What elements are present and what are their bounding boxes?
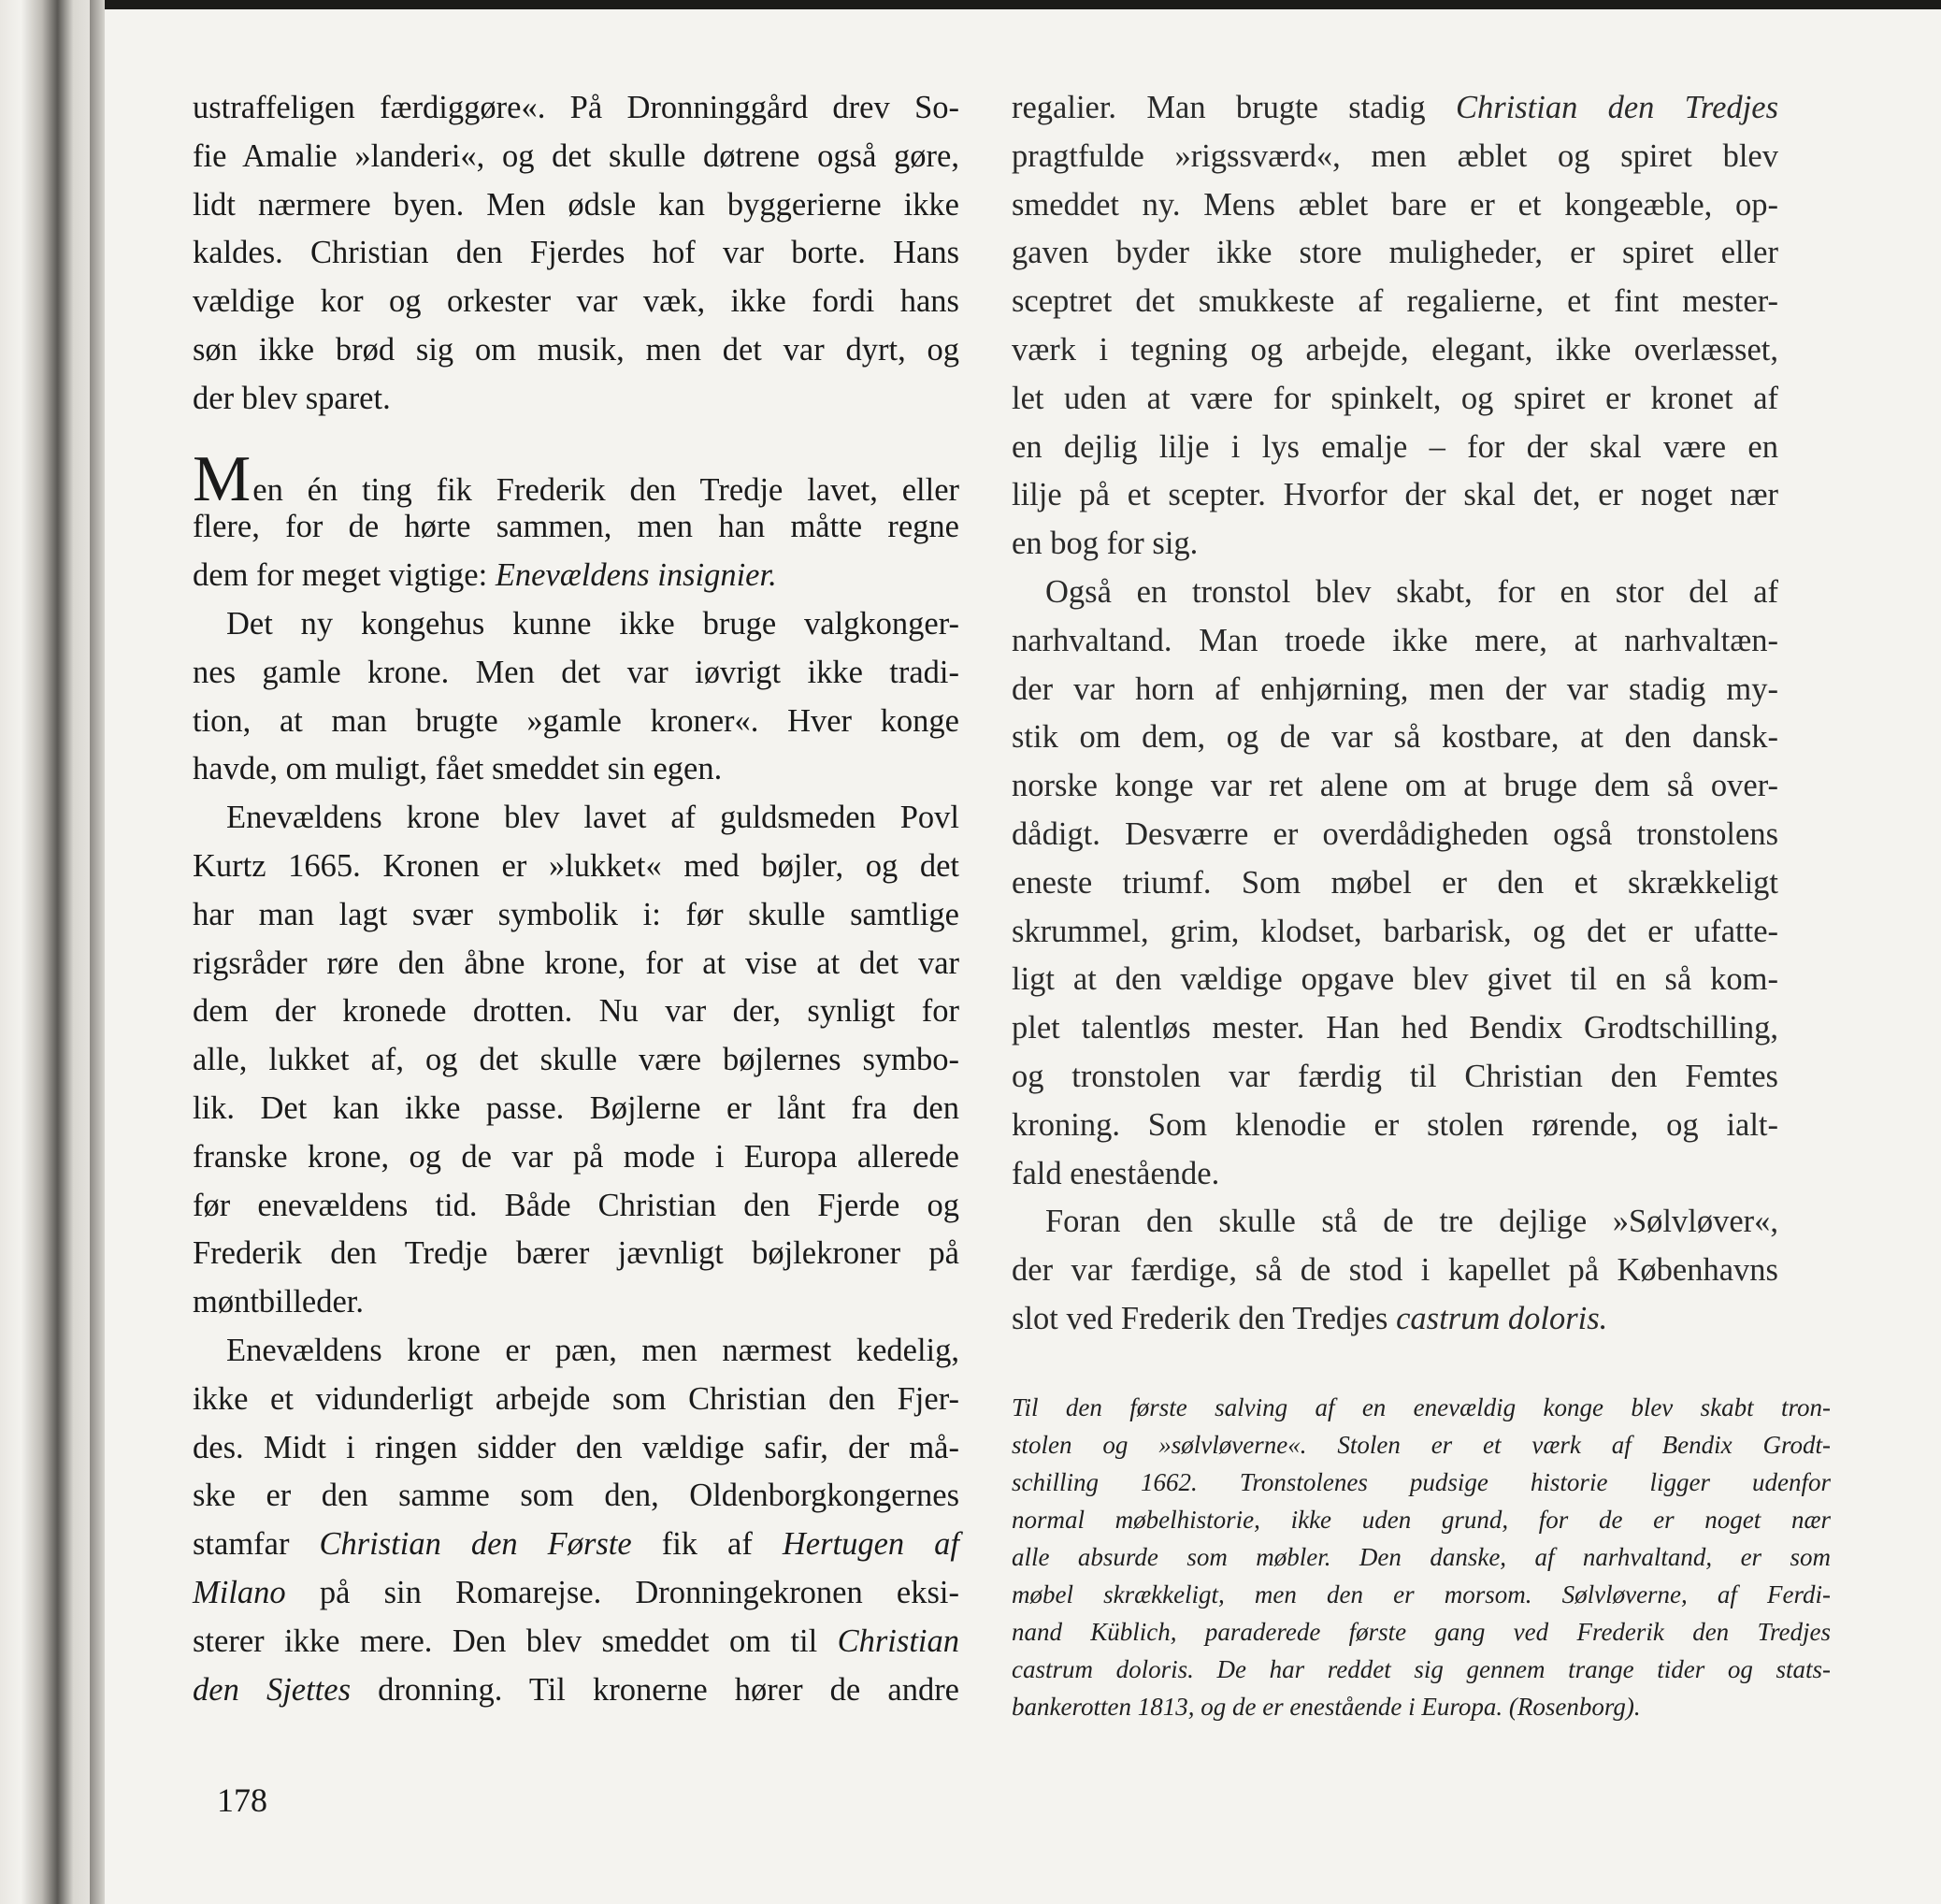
text-line bbox=[1012, 956, 1778, 1004]
text-span: på sin Romarejse. Dronningekronen eksi- bbox=[285, 1574, 959, 1610]
text-span: skrummel, grim, klodset, barbarisk, og det er ufatte- bbox=[1012, 913, 1778, 949]
italic-text: Milano bbox=[193, 1574, 286, 1610]
text-span: kaldes. Christian den Fjerdes hof var borte. Hans bbox=[193, 235, 959, 271]
text-line bbox=[1012, 278, 1778, 326]
text-line bbox=[1012, 424, 1778, 472]
binding-edge bbox=[90, 0, 105, 1904]
page-number: 178 bbox=[217, 1781, 267, 1819]
text-line bbox=[1012, 666, 1778, 714]
text-span: lik. Det kan ikke passe. Bøjlerne er lånt fra den bbox=[193, 1089, 959, 1126]
text-span: dronning. Til kronerne hører de andre bbox=[351, 1671, 959, 1708]
text-line bbox=[1012, 1004, 1778, 1053]
caption-line: møbel skrækkeligt, men den er morsom. Sølvløverne, af Ferdi- bbox=[1012, 1580, 1831, 1608]
caption-line: bankerotten 1813, og de er enestående i Europa. (Rosenborg). bbox=[1012, 1693, 1641, 1721]
text-span: let uden at være for spinkelt, og spiret er kronet af bbox=[1012, 380, 1778, 416]
book-binding bbox=[0, 0, 105, 1904]
text-span: eneste triumf. Som møbel er den et skrækkeligt bbox=[1012, 864, 1778, 901]
text-line bbox=[193, 1278, 959, 1327]
text-span: der blev sparet. bbox=[193, 380, 391, 416]
text-span: Kurtz 1665. Kronen er »lukket« med bøjler, og det bbox=[193, 847, 959, 884]
text-span: der var færdige, så de stod i kapellet på Københavns bbox=[1012, 1252, 1778, 1289]
text-line bbox=[1012, 762, 1778, 811]
text-line bbox=[193, 843, 959, 891]
text-line bbox=[193, 1133, 959, 1182]
text-span: lilje på et scepter. Hvorfor der skal det, er noget nær bbox=[1012, 477, 1778, 513]
text-span: stamfar bbox=[193, 1526, 320, 1563]
text-span: dem der kronede drotten. Nu var der, synligt for bbox=[193, 993, 959, 1030]
caption-line: stolen og »sølvløverne«. Stolen er et værk af Bendix Grodt- bbox=[1012, 1431, 1831, 1459]
text-span: en én ting fik Frederik den Tredje lavet, eller bbox=[252, 471, 959, 508]
text-line bbox=[1012, 908, 1778, 957]
text-span: sterer ikke mere. Den blev smeddet om til bbox=[193, 1623, 838, 1659]
text-span: Foran den skulle stå de tre dejlige »Sølvløver«, bbox=[1045, 1204, 1778, 1240]
text-line bbox=[1012, 1295, 1778, 1344]
text-span: pragtfulde »rigssværd«, men æblet og spiret blev bbox=[1012, 137, 1778, 174]
top-edge bbox=[0, 0, 1941, 9]
text-line bbox=[1012, 229, 1778, 278]
italic-text: den Sjettes bbox=[193, 1671, 352, 1708]
text-line bbox=[193, 84, 959, 133]
text-span: før enevældens tid. Både Christian den Fjerde og bbox=[193, 1187, 959, 1223]
text-line bbox=[193, 1182, 959, 1231]
text-span: en dejlig lilje i lys emalje – for der skal være en bbox=[1012, 428, 1778, 465]
text-line bbox=[193, 1327, 959, 1376]
text-line bbox=[1012, 1102, 1778, 1150]
paragraph-gap bbox=[193, 424, 959, 455]
text-span: havde, om muligt, fået smeddet sin egen. bbox=[193, 751, 723, 787]
text-line bbox=[193, 1085, 959, 1133]
text-span: sceptret det smukkeste af regalierne, et fint mester- bbox=[1012, 283, 1778, 320]
text-span: flere, for de hørte sammen, men han måtte regne bbox=[193, 509, 959, 545]
text-span: des. Midt i ringen sidder den vældige safir, der må- bbox=[193, 1429, 959, 1465]
text-span: Også en tronstol blev skabt, for en stor del af bbox=[1045, 573, 1778, 610]
text-line bbox=[193, 1376, 959, 1424]
text-line bbox=[193, 229, 959, 278]
italic-text: Christian den Tredjes bbox=[1455, 90, 1779, 125]
text-line bbox=[193, 649, 959, 698]
text-span: gaven byder ikke store muligheder, er spiret eller bbox=[1012, 235, 1778, 271]
text-span: slot ved Frederik den Tredjes bbox=[1012, 1300, 1397, 1336]
caption-line: castrum doloris. De har reddet sig gennem trange tider og stats- bbox=[1012, 1655, 1831, 1683]
text-line bbox=[193, 794, 959, 843]
text-line bbox=[1012, 375, 1778, 424]
text-line bbox=[193, 891, 959, 940]
text-line bbox=[193, 1036, 959, 1085]
text-line bbox=[1012, 326, 1778, 375]
text-span: dådigt. Desværre er overdådigheden også tronstolens bbox=[1012, 815, 1778, 852]
text-line bbox=[193, 552, 959, 600]
text-span: kroning. Som klenodie er stolen rørende, og ialt- bbox=[1012, 1106, 1778, 1143]
italic-text: castrum doloris. bbox=[1396, 1300, 1608, 1336]
text-span: plet talentløs mester. Han hed Bendix Grodtschilling, bbox=[1012, 1010, 1778, 1046]
text-span: Enevældens krone blev lavet af guldsmeden Povl bbox=[226, 800, 959, 836]
text-line bbox=[193, 442, 959, 515]
text-line bbox=[1012, 617, 1778, 666]
text-span: har man lagt svær symbolik i: før skulle samtlige bbox=[193, 896, 959, 932]
text-span: rigsråder røre den åbne krone, for at vise at det var bbox=[193, 945, 959, 981]
text-span: dem for meget vigtige: bbox=[193, 557, 496, 594]
caption-line: normal møbelhistorie, ikke uden grund, for de er noget nær bbox=[1012, 1506, 1831, 1534]
text-span: fald enestående. bbox=[1012, 1155, 1220, 1191]
caption-line: Til den første salving af en enevældig konge blev skabt tron- bbox=[1012, 1393, 1831, 1421]
text-span: smeddet ny. Mens æblet bare er et kongeæble, op- bbox=[1012, 186, 1778, 223]
text-span: Enevældens krone er pæn, men nærmest kedelig, bbox=[226, 1332, 959, 1368]
text-span: ske er den samme som den, Oldenborgkongernes bbox=[193, 1478, 959, 1514]
text-span: ikke et vidunderligt arbejde som Christian den Fjer- bbox=[193, 1380, 959, 1417]
text-line bbox=[1012, 133, 1778, 181]
text-span: der var horn af enhjørning, men der var stadig my- bbox=[1012, 671, 1778, 707]
text-line bbox=[193, 1569, 959, 1618]
text-span: Frederik den Tredje bærer jævnligt bøjlekroner på bbox=[193, 1235, 959, 1272]
left-column bbox=[193, 84, 959, 1714]
text-line bbox=[1012, 1247, 1778, 1295]
caption-line: schilling 1662. Tronstolenes pudsige historie ligger udenfor bbox=[1012, 1468, 1831, 1496]
text-span: ligt at den vældige opgave blev givet til en så kom- bbox=[1012, 961, 1778, 998]
italic-text: Hertugen af bbox=[782, 1526, 959, 1563]
text-span: lidt nærmere byen. Men ødsle kan byggerierne ikke bbox=[193, 186, 959, 223]
text-line bbox=[193, 745, 959, 794]
caption-line: nand Küblich, paraderede første gang ved Frederik den Tredjes bbox=[1012, 1618, 1831, 1646]
text-line bbox=[193, 1424, 959, 1473]
text-span: franske krone, og de var på mode i Europa allerede bbox=[193, 1138, 959, 1175]
text-line bbox=[1012, 1053, 1778, 1102]
caption-line: alle absurde som møbler. Den danske, af narhvaltand, er som bbox=[1012, 1543, 1831, 1571]
illustration-caption bbox=[1012, 1389, 1831, 1725]
text-span: tion, at man brugte »gamle kroner«. Hver konge bbox=[193, 702, 959, 739]
text-span: ustraffeligen færdiggøre«. På Dronninggård drev So- bbox=[193, 90, 959, 125]
text-line bbox=[1012, 520, 1778, 569]
text-span: nes gamle krone. Men det var iøvrigt ikke tradi- bbox=[193, 654, 959, 690]
text-line bbox=[193, 600, 959, 649]
text-line bbox=[193, 698, 959, 746]
italic-text: Christian bbox=[837, 1623, 959, 1659]
text-span: søn ikke brød sig om musik, men det var dyrt, og bbox=[193, 331, 959, 368]
text-line bbox=[193, 278, 959, 326]
text-span: stik om dem, og de var så kostbare, at den dansk- bbox=[1012, 719, 1778, 756]
text-line bbox=[1012, 569, 1778, 617]
text-span: Det ny kongehus kunne ikke bruge valgkonger- bbox=[226, 605, 959, 642]
text-line bbox=[193, 181, 959, 230]
italic-text: Christian den Første bbox=[319, 1526, 632, 1563]
text-line bbox=[193, 1230, 959, 1278]
text-line bbox=[1012, 1150, 1778, 1199]
text-span: fie Amalie »landeri«, og det skulle døtrene også gøre, bbox=[193, 137, 959, 174]
text-span: norske konge var ret alene om at bruge dem så over- bbox=[1012, 768, 1778, 804]
text-span: alle, lukket af, og det skulle være bøjlernes symbo- bbox=[193, 1042, 959, 1078]
text-line bbox=[1012, 714, 1778, 762]
italic-text: Enevældens insignier. bbox=[495, 557, 777, 594]
text-span: vældige kor og orkester var væk, ikke fordi hans bbox=[193, 283, 959, 320]
text-span: fik af bbox=[631, 1526, 783, 1563]
text-span: og tronstolen var færdig til Christian den Femtes bbox=[1012, 1058, 1778, 1094]
text-line bbox=[193, 1521, 959, 1569]
text-line bbox=[1012, 859, 1778, 908]
text-span: værk i tegning og arbejde, elegant, ikke overlæsset, bbox=[1012, 331, 1778, 368]
text-line bbox=[1012, 181, 1778, 230]
text-span: narhvaltand. Man troede ikke mere, at narhvaltæn- bbox=[1012, 622, 1778, 658]
text-line bbox=[193, 1666, 959, 1715]
right-column bbox=[1012, 84, 1778, 1344]
text-line bbox=[193, 1472, 959, 1521]
text-span: en bog for sig. bbox=[1012, 526, 1199, 562]
text-line bbox=[193, 988, 959, 1036]
drop-cap: M bbox=[193, 442, 252, 515]
text-span: møntbilleder. bbox=[193, 1284, 365, 1320]
text-line bbox=[193, 1618, 959, 1666]
text-line bbox=[1012, 471, 1778, 520]
text-line bbox=[1012, 1198, 1778, 1247]
text-line bbox=[1012, 811, 1778, 859]
text-span: regalier. Man brugte stadig bbox=[1012, 90, 1456, 125]
text-line bbox=[193, 940, 959, 988]
text-line bbox=[193, 133, 959, 181]
text-line bbox=[193, 503, 959, 552]
text-line bbox=[193, 375, 959, 424]
text-line bbox=[193, 326, 959, 375]
text-line bbox=[1012, 84, 1778, 133]
